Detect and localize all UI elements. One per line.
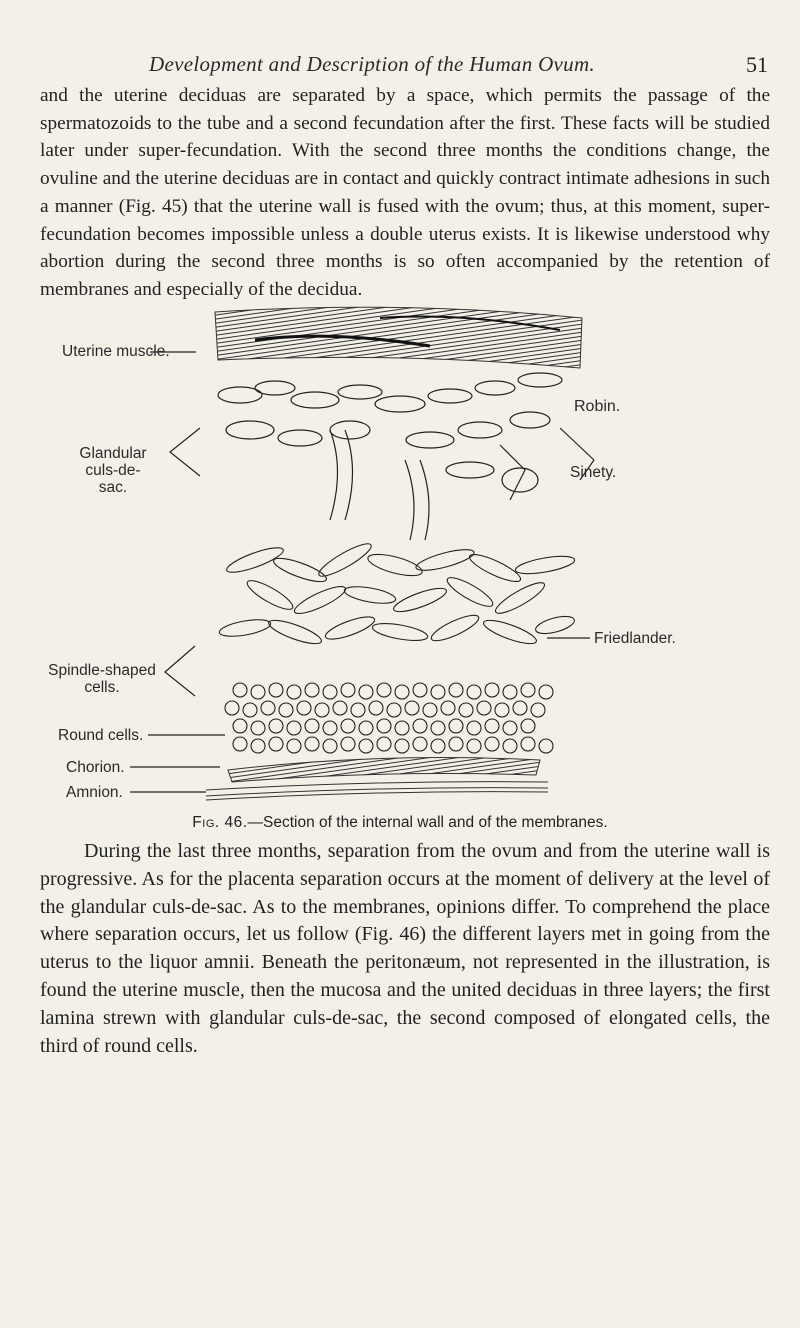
round-cell-layer: [225, 683, 553, 753]
glandular-layer: [218, 373, 562, 540]
label-glandular-culs-de-sac: [72, 445, 154, 496]
body-paragraph-1: and the uterine deciduas are separated by a space, which permits the passage of the spermatozoids to the tube and a second fecundation after the first. These facts will be studied later under super-fecundation. With the second three months the conditions change, the ovuline and the uterine deciduas are in contact and quickly contract intimate adhesions in such a manner (Fig. 45) that the uterine wall is fused with the ovum; thus, at this moment, super-fecundation becomes impossible unless a double uterus exists. It is likewise understood why abortion during the second three months is so often accompanied by the retention of membranes and especially of the decidua.: [40, 85, 770, 300]
label-friedlander: Friedlander.: [594, 630, 676, 647]
label-uterine-muscle: Uterine muscle.: [62, 343, 170, 360]
amnion-layer: [206, 782, 548, 800]
page-number: 51: [746, 52, 768, 77]
caption-figure-number: Fig. 46.: [192, 814, 248, 831]
running-title: Development and Description of the Human Ovum.: [149, 52, 595, 76]
label-spindle-line-1: Spindle-shaped: [48, 662, 156, 679]
label-leader-lines: [130, 352, 594, 792]
body-paragraph-2: During the last three months, separation from the ovum and from the uterine wall is progressive. As for the placenta separation occurs at the moment of delivery at the level of the glandular culs-de-sac. As to the membranes, opinions differ. To comprehend the place where separation occurs, let us follow (Fig. 46) the different layers met in going from the uterus to the liquor amnii. Beneath the peritonæum, not represented in the illustration, is found the uterine muscle, then the mucosa and the united deciduas in three layers; the first lamina strewn with glandular culs-de-sac, the second composed of elongated cells, the third of round cells.: [40, 840, 770, 1057]
page-header: [36, 52, 768, 82]
label-round-cells: Round cells.: [58, 727, 144, 744]
label-robin: Robin.: [574, 398, 621, 415]
label-chorion: Chorion.: [66, 759, 125, 776]
spindle-cell-layer: [218, 539, 576, 648]
label-spindle-shaped-cells: [40, 662, 164, 696]
caption-text: —Section of the internal wall and of the membranes.: [247, 814, 608, 831]
chorion-layer: [228, 758, 540, 782]
uterine-muscle-layer: [215, 307, 582, 368]
label-glandular-line-1: Glandular: [79, 445, 147, 462]
label-spindle-line-2: cells.: [84, 679, 120, 696]
label-amnion: Amnion.: [66, 784, 123, 801]
label-glandular-line-2: culs-de-sac.: [85, 462, 141, 496]
figure-caption: [0, 814, 800, 832]
label-sinety: Sinety.: [570, 464, 617, 481]
